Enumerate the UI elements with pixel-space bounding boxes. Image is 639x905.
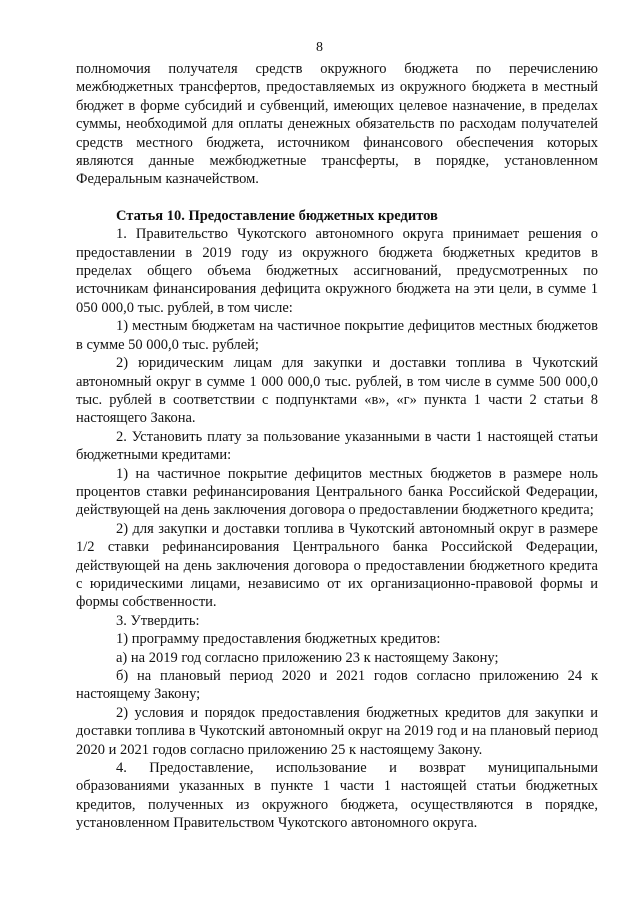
article-paragraph-2-item-1: 1) на частичное покрытие дефицитов местных бюджетов в размере ноль процентов ставки рефинансирования Центрального банка Российской Федерации, действующей на день заключения договора о предоставлении бюджетного кредита; — [76, 465, 598, 519]
article-paragraph-4: 4. Предоставление, использование и возврат муниципальными образованиями указанных в пункте 1 части 1 настоящей статьи бюджетных кредитов, полученных из окружного бюджета, осуществляются в порядке, установленном Правительством Чукотского автономного округа. — [76, 760, 598, 832]
article-paragraph-2-item-2: 2) для закупки и доставки топлива в Чукотский автономный округ в размере 1/2 ставки рефинансирования Центрального банка Российской Федерации, действующей на день заключения договора о предоставлении бюджетного кредита с юридическими лицами, независимо от их организационно-правовой формы и формы собственности. — [76, 520, 598, 611]
article-paragraph-3: 3. Утвердить: — [116, 612, 200, 629]
article-paragraph-1-item-1: 1) местным бюджетам на частичное покрытие дефицитов местных бюджетов в сумме 50 000,0 тыс. рублей; — [76, 318, 598, 353]
intro-continuation-paragraph: полномочия получателя средств окружного бюджета по перечислению межбюджетных трансфертов, предоставляемых из окружного бюджета в местный бюджет в форме субсидий и субвенций, имеющих целевое назначение, в пределах суммы, необходимой для оплаты денежных обязательств по расходам получателей средств местного бюджета, источником финансового обеспечения которых являются данные межбюджетные трансферты, в порядке, установленном Федеральным казначейством. — [76, 61, 598, 188]
article-paragraph-3-item-1b: б) на плановый период 2020 и 2021 годов согласно приложению 24 к настоящему Закону; — [76, 668, 598, 703]
article-paragraph-3-item-1: 1) программу предоставления бюджетных кредитов: — [116, 631, 441, 648]
page-number: 8 — [316, 40, 323, 55]
article-paragraph-1-item-2: 2) юридическим лицам для закупки и доставки топлива в Чукотский автономный округ в сумме 1 000 000,0 тыс. рублей, в том числе в сумме 500 000,0 тыс. рублей в соответствии с подпунктами «в», «г» пункта 1 части 2 статьи 8 настоящего Закона. — [76, 355, 598, 427]
article-paragraph-3-item-2: 2) условия и порядок предоставления бюджетных кредитов для закупки и доставки топлива в Чукотский автономный округ на 2019 год и на плановый период 2020 и 2021 годов согласно приложению 25 к настоящему Закону. — [76, 704, 598, 758]
article-paragraph-2: 2. Установить плату за пользование указанными в части 1 настоящей статьи бюджетными кредитами: — [76, 428, 598, 464]
article-heading: Статья 10. Предоставление бюджетных кредитов — [116, 207, 438, 224]
article-paragraph-1: 1. Правительство Чукотского автономного округа принимает решения о предоставлении в 2019 году из окружного бюджета бюджетных кредитов в пределах общего объема бюджетных ассигнований, предусмотренных по источникам финансирования дефицита окружного бюджета на эти цели, в сумме 1 050 000,0 тыс. рублей, в том числе: — [76, 226, 598, 316]
article-paragraph-3-item-1a: а) на 2019 год согласно приложению 23 к настоящему Закону; — [116, 649, 499, 666]
document-body — [76, 60, 598, 833]
